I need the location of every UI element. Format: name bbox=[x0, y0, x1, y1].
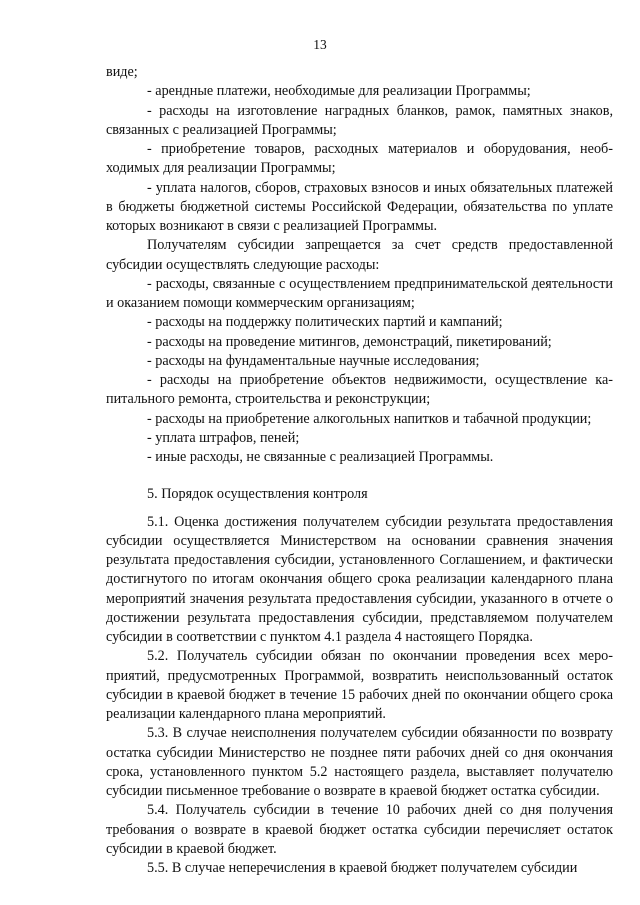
list-item: - иные расходы, не связанные с реализацией Программы. bbox=[147, 449, 494, 465]
paragraph: 5.1. Оценка достижения получателем субсидии результата предоставления субсидии осуществляется Министерством на основании сравнения значения результата предоставления субсидии, установленного Соглашением, и фактически достигнутого по итогам окончания общего срока реализации календарного плана мероприятий значения результата предоставления субсидии, указанного в отчете о достижении результата предоставления субсидии, представляемом получателем субсидии в соответствии с пунктом 4.1 раздела 4 настоящего Порядка. bbox=[106, 513, 613, 645]
paragraph: 5.3. В случае неисполнения получателем субсидии обязанности по возврату остатка субсидии Министерство не позднее пяти рабочих дней со дня окончания срока, установленного пунктом 5.2 настоящего раздела, выставляет получателю субсидии письменное требование о возврате в краевой бюджет остатка субсидии. bbox=[106, 725, 613, 799]
list-item: - расходы, связанные с осуществлением предпринимательской деятельности и оказанием помощи коммерческим организациям; bbox=[106, 275, 613, 311]
list-item: - расходы на поддержку политических партий и кампаний; bbox=[147, 314, 503, 331]
document-body bbox=[106, 63, 613, 878]
section-heading: 5. Порядок осуществления контроля bbox=[147, 486, 368, 503]
paragraph: 5.2. Получатель субсидии обязан по окончании проведения всех мероприятий, предусмотренных Программой, возвратить неиспользованный остаток субсидии в краевой бюджет в течение 15 рабочих дней по окончании общего срока реализации календарного плана мероприятий. bbox=[106, 648, 613, 722]
list-item: - приобретение товаров, расходных материалов и оборудования, необходимых для реализации Программы; bbox=[106, 141, 613, 177]
list-item: - расходы на фундаментальные научные исследования; bbox=[147, 352, 480, 369]
page-number: 13 bbox=[313, 37, 327, 52]
list-item: - уплата штрафов, пеней; bbox=[147, 429, 300, 446]
paragraph: 5.5. В случае неперечисления в краевой бюджет получателем субсидии bbox=[147, 860, 578, 876]
paragraph: 5.4. Получатель субсидии в течение 10 рабочих дней со дня получения требования о возврате в краевой бюджет остатка субсидии перечисляет остаток субсидии в краевой бюджет. bbox=[106, 802, 613, 857]
paragraph: виде; bbox=[106, 64, 138, 80]
list-item: - расходы на проведение митингов, демонстраций, пикетирований; bbox=[147, 333, 552, 350]
list-item: - расходы на приобретение объектов недвижимости, осуществление капитального ремонта, строительства и реконструкции; bbox=[106, 372, 613, 408]
paragraph: Получателям субсидии запрещается за счет средств предоставленной субсидии осуществлять следующие расходы: bbox=[106, 237, 613, 273]
list-item: - расходы на изготовление наградных бланков, рамок, памятных знаков, связанных с реализацией Программы; bbox=[106, 102, 613, 138]
list-item: - арендные платежи, необходимые для реализации Программы; bbox=[147, 83, 531, 100]
list-item: - расходы на приобретение алкогольных напитков и табачной продукции; bbox=[147, 410, 592, 427]
list-item: - уплата налогов, сборов, страховых взносов и иных обязательных платежей в бюджеты бюджетной системы Российской Федерации, обязательства по уплате которых возникают в связи с реализацией Программы. bbox=[106, 179, 613, 234]
